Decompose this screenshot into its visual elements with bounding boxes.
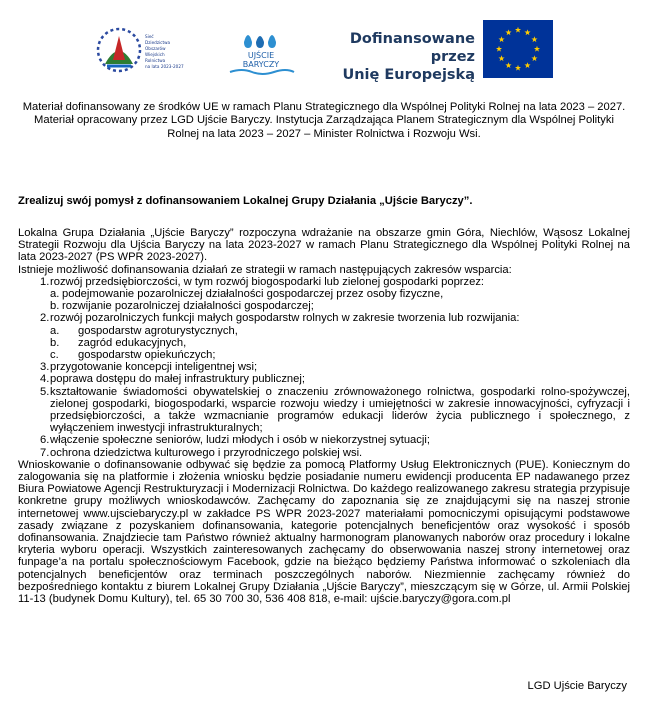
- ksow-text-6: na lata 2023-2027: [145, 64, 184, 69]
- main-text: [18, 227, 630, 605]
- sublist: [50, 288, 630, 312]
- rural-network-logo: [95, 20, 215, 80]
- list-item: b. rozwijanie pozarolniczej działalności gospodarczej;: [50, 300, 314, 313]
- list-item: a. podejmowanie pozarolniczej działalności gospodarczej przez osoby fizyczne,: [50, 288, 444, 301]
- list-item: 3. przygotowanie koncepcji inteligentnej wsi;: [40, 361, 258, 374]
- cofinanced-text: [305, 20, 475, 83]
- ub-name-1: UJŚCIE: [247, 51, 275, 60]
- ksow-text-3: Obszarów: [145, 46, 166, 51]
- intro-paragraph: Lokalna Grupa Działania „Ujście Baryczy” rozpoczyna wdrażanie na obszarze gmin Góra, Niechlów, Wąsosz Lokalnej Strategii Rozwoju dla Ujścia Baryczy na lata 2023-2027 w ramach Planu Strategicznego dla Wspólnej Polityki Rolnej na lata 2023-2027 (PS WPR 2023-2027).: [18, 227, 630, 264]
- logo-bar: [0, 14, 647, 84]
- list-item: 7. ochrona dziedzictwa kulturowego i przyrodniczego polskiej wsi.: [40, 446, 363, 459]
- list-item: c. gospodarstw opiekuńczych;: [50, 349, 216, 362]
- ksow-text-2: Dziedzictwa: [145, 40, 171, 45]
- list-item: 2. rozwój pozarolniczych funkcji małych gospodarstw rolnych w zakresie tworzenia lub rozwijania: a. gospodarstw agroturystycznych, b. zagród edukacyjnych, c. gospodarstw opiekuńczych;: [18, 312, 630, 361]
- ub-name-2: BARYCZY: [242, 60, 280, 69]
- list-item: 6. włączenie społeczne seniorów, ludzi młodych i osób w niekorzystnej sytuacji;: [40, 434, 430, 447]
- list-intro: Istnieje możliwość dofinansowania działań ze strategii w ramach następujących zakresów wsparcia:: [18, 263, 512, 276]
- ksow-text-4: Wiejskich: [145, 52, 165, 57]
- page-title: Zrealizuj swój pomysł z dofinansowaniem Lokalnej Grupy Działania „Ujście Baryczy”.: [18, 195, 473, 207]
- cofinanced-line-1: Dofinansowane przez: [349, 31, 475, 65]
- sublist: [50, 325, 630, 362]
- list-item: 5. kształtowanie świadomości obywatelskiej o znaczeniu zrównoważonego rolnictwa, gospodarki rolno-spożywczej, zielonej gospodarki, biogospodarki, wsparcie rozwoju wiedzy i umiejętności w zakresie innowacyjności, cyfryzacji i przedsiębiorczości, a także wzmacnianie programów edukacji liderów życia publicznego i społecznego, z wyłączeniem inwestycji infrastrukturalnych;: [40, 385, 630, 435]
- funding-notice: Materiał dofinansowany ze środków UE w ramach Planu Strategicznego dla Wspólnej Polityki Rolnej na lata 2023 – 2027. Materiał opracowany przez LGD Ujście Baryczy. Instytucja Zarządzająca Planem Strategicznym dla Wspólnej Polityki Rolnej na lata 2023 – 2027 – Minister Rolnictwa i Rozwoju Wsi.: [22, 101, 626, 140]
- ksow-text-1: Sieć: [145, 34, 154, 39]
- list-item: b. zagród edukacyjnych,: [50, 336, 187, 349]
- support-scope-list: [18, 276, 630, 459]
- ujscie-baryczy-logo: [222, 20, 300, 78]
- closing-paragraph: Wnioskowanie o dofinansowanie odbywać się będzie za pomocą Platformy Usług Elektronicznych (PUE). Koniecznym do zalogowania się na platformie i złożenia wniosku będzie posiadanie numeru ewidencji producenta EP nadawanego przez Biura Powiatowe Agencji Restrukturyzacji i Modernizacji Rolnictwa. Do każdego realizowanego zakresu strategia przypisuje konkretne grupy możliwych wnioskodawców. Zachęcamy do zapoznania się ze znajdującymi się na naszej stronie internetowej www.ujsciebaryczy.pl w zakładce PS WPR 2023-2027 materiałami pomocniczymi opisującymi podstawowe zasady związane z pozyskaniem dofinansowania, kategorie potencjalnych beneficjentów oraz wysokość i sposób dofinansowania. Znajdziecie tam Państwo również aktualny harmonogram planowanych naborów oraz procedury i lokalne kryteria wyboru operacji. Wszystkich zainteresowanych zachęcamy do obserwowania naszej strony internetowej oraz funpage’a na portalu społecznościowym Facebook, gdzie na bieżąco będziemy Państwa informować o szkoleniach dla potencjalnych beneficjentów oraz terminach poszczególnych naborów. Niezmiennie zachęcamy również do bezpośredniego kontaktu z biurem Lokalnej Grupy Działania „Ujście Baryczy”, mieszczącym się w Górze, ul. Armii Polskiej 11-13 (budynek Domu Kultury), tel. 65 30 700 30, 536 408 818, e-mail: ujście.baryczy@gora.com.pl: [18, 458, 630, 606]
- cofinanced-line-2: Unię Europejską: [342, 67, 475, 83]
- list-item: a. gospodarstw agroturystycznych,: [50, 324, 238, 337]
- list-item: 1. rozwój przedsiębiorczości, w tym rozwój biogospodarki lub zielonej gospodarki poprzez: a. podejmowanie pozarolniczej działalności gospodarczej przez osoby fizyczne, b. rozwijanie pozarolniczej działalności gospodarczej;: [18, 276, 630, 313]
- ksow-text-5: Rolnictwa: [145, 58, 166, 63]
- signature: LGD Ujście Baryczy: [527, 680, 627, 692]
- eu-flag-icon: [475, 18, 559, 80]
- list-item: 4. poprawa dostępu do małej infrastruktury publicznej;: [40, 373, 305, 386]
